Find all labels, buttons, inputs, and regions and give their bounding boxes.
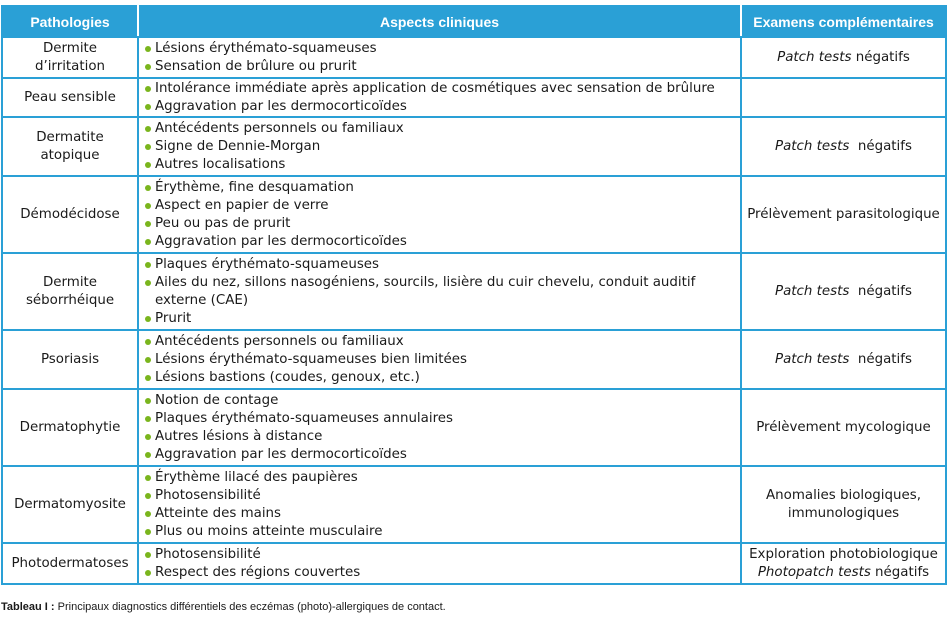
aspects-cell bbox=[138, 78, 741, 117]
pathology-cell: Peau sensible bbox=[2, 78, 138, 117]
exams-cell bbox=[741, 253, 946, 330]
aspect-item bbox=[145, 256, 736, 274]
bullet-dot-icon bbox=[145, 239, 151, 245]
pathology-cell: Dermatomyosite bbox=[2, 466, 138, 543]
exam-text: négatifs bbox=[849, 138, 912, 154]
aspect-text: Intolérance immédiate après application de cosmétiques avec sensation de brûlure bbox=[155, 80, 715, 96]
bullet-dot-icon bbox=[145, 434, 151, 440]
aspects-cell bbox=[138, 37, 741, 78]
bullet-dot-icon bbox=[145, 262, 151, 268]
bullet-dot-icon bbox=[145, 104, 151, 110]
exam-text: négatifs bbox=[849, 283, 912, 299]
aspects-cell bbox=[138, 389, 741, 466]
aspect-item bbox=[145, 333, 736, 351]
aspect-item bbox=[145, 446, 736, 464]
aspects-list bbox=[145, 256, 736, 328]
aspects-cell bbox=[138, 253, 741, 330]
exam-text: négatifs bbox=[870, 564, 930, 580]
pathology-cell: Photodermatoses bbox=[2, 543, 138, 584]
exam-line bbox=[746, 49, 941, 67]
pathology-cell: Démodécidose bbox=[2, 176, 138, 253]
pathology-cell: Dermatite atopique bbox=[2, 117, 138, 176]
header-examens-complementaires: Examens complémentaires bbox=[741, 6, 946, 37]
exams-cell bbox=[741, 117, 946, 176]
bullet-dot-icon bbox=[145, 316, 151, 322]
pathology-cell: Dermatophytie bbox=[2, 389, 138, 466]
aspects-cell bbox=[138, 117, 741, 176]
exam-italic-term: Patch tests bbox=[777, 49, 852, 65]
aspect-item bbox=[145, 369, 736, 387]
aspect-text: Érythème, fine desquamation bbox=[155, 179, 354, 195]
bullet-dot-icon bbox=[145, 64, 151, 70]
bullet-dot-icon bbox=[145, 357, 151, 363]
aspect-item bbox=[145, 233, 736, 251]
caption-label: Tableau I : bbox=[1, 601, 55, 613]
bullet-dot-icon bbox=[145, 529, 151, 535]
exam-italic-term: Patch tests bbox=[775, 283, 850, 299]
bullet-dot-icon bbox=[145, 203, 151, 209]
aspect-item bbox=[145, 487, 736, 505]
exam-line bbox=[746, 564, 941, 582]
exam-text: Exploration photobiologique bbox=[749, 546, 938, 562]
table-header-row bbox=[2, 6, 946, 37]
exams-cell bbox=[741, 176, 946, 253]
bullet-dot-icon bbox=[145, 475, 151, 481]
exams-cell bbox=[741, 37, 946, 78]
exam-italic-term: Photopatch tests bbox=[757, 564, 871, 580]
aspects-list bbox=[145, 120, 736, 174]
aspect-item bbox=[145, 410, 736, 428]
table-row bbox=[2, 176, 946, 253]
aspects-cell bbox=[138, 466, 741, 543]
aspect-text: Atteinte des mains bbox=[155, 505, 282, 521]
aspect-item bbox=[145, 505, 736, 523]
bullet-dot-icon bbox=[145, 46, 151, 52]
bullet-dot-icon bbox=[145, 86, 151, 92]
bullet-dot-icon bbox=[145, 416, 151, 422]
differential-diagnosis-table bbox=[1, 5, 947, 585]
exams-cell bbox=[741, 466, 946, 543]
bullet-dot-icon bbox=[145, 280, 151, 286]
aspect-text: Lésions bastions (coudes, genoux, etc.) bbox=[155, 369, 420, 385]
aspects-list bbox=[145, 179, 736, 251]
aspect-item bbox=[145, 40, 736, 58]
exam-line bbox=[746, 487, 941, 523]
aspect-item bbox=[145, 179, 736, 197]
aspect-text: Plaques érythémato-squameuses annulaires bbox=[155, 410, 454, 426]
exam-text: négatifs bbox=[851, 49, 910, 65]
bullet-dot-icon bbox=[145, 375, 151, 381]
exam-line bbox=[746, 138, 941, 156]
bullet-dot-icon bbox=[145, 511, 151, 517]
table-row bbox=[2, 330, 946, 389]
aspect-item bbox=[145, 156, 736, 174]
exams-cell bbox=[741, 389, 946, 466]
exams-cell bbox=[741, 543, 946, 584]
caption-text: Principaux diagnostics différentiels des eczémas (photo)-allergiques de contact. bbox=[54, 601, 446, 613]
aspect-item bbox=[145, 392, 736, 410]
aspect-text: Érythème lilacé des paupières bbox=[155, 469, 358, 485]
exam-italic-term: Patch tests bbox=[775, 351, 850, 367]
aspects-list bbox=[145, 40, 736, 76]
bullet-dot-icon bbox=[145, 162, 151, 168]
header-aspects-cliniques: Aspects cliniques bbox=[138, 6, 741, 37]
aspect-item bbox=[145, 564, 736, 582]
aspect-item bbox=[145, 469, 736, 487]
bullet-dot-icon bbox=[145, 144, 151, 150]
aspect-text: Lésions érythémato-squameuses bien limitées bbox=[155, 351, 467, 367]
exams-cell bbox=[741, 330, 946, 389]
aspect-text: Aggravation par les dermocorticoïdes bbox=[155, 233, 407, 249]
exam-text: négatifs bbox=[849, 351, 912, 367]
aspect-text: Autres localisations bbox=[155, 156, 286, 172]
exam-text: Prélèvement parasitologique bbox=[747, 206, 940, 222]
exam-line bbox=[746, 283, 941, 301]
aspects-list bbox=[145, 469, 736, 541]
aspect-text: Prurit bbox=[155, 310, 192, 326]
aspects-cell bbox=[138, 176, 741, 253]
table-row bbox=[2, 543, 946, 584]
aspect-item bbox=[145, 428, 736, 446]
table-row bbox=[2, 117, 946, 176]
bullet-dot-icon bbox=[145, 452, 151, 458]
bullet-dot-icon bbox=[145, 570, 151, 576]
pathology-cell: Psoriasis bbox=[2, 330, 138, 389]
aspect-text: Ailes du nez, sillons nasogéniens, sourcils, lisière du cuir chevelu, conduit auditif externe (CAE) bbox=[155, 274, 696, 308]
aspect-item bbox=[145, 351, 736, 369]
aspect-item bbox=[145, 197, 736, 215]
exam-text: Anomalies biologiques, immunologiques bbox=[765, 487, 926, 521]
aspect-item bbox=[145, 138, 736, 156]
aspects-cell bbox=[138, 330, 741, 389]
exam-line bbox=[746, 206, 941, 224]
aspect-text: Autres lésions à distance bbox=[155, 428, 323, 444]
aspect-item bbox=[145, 98, 736, 116]
aspect-item bbox=[145, 80, 736, 98]
aspects-list bbox=[145, 392, 736, 464]
aspect-text: Respect des régions couvertes bbox=[155, 564, 361, 580]
aspect-text: Aggravation par les dermocorticoïdes bbox=[155, 98, 407, 114]
aspect-item bbox=[145, 546, 736, 564]
aspect-item bbox=[145, 310, 736, 328]
aspect-text: Aggravation par les dermocorticoïdes bbox=[155, 446, 407, 462]
table-row bbox=[2, 37, 946, 78]
bullet-dot-icon bbox=[145, 552, 151, 558]
pathology-cell: Dermite d’irritation bbox=[2, 37, 138, 78]
aspects-list bbox=[145, 80, 736, 116]
aspect-text: Plus ou moins atteinte musculaire bbox=[155, 523, 383, 539]
table-caption bbox=[1, 600, 446, 614]
bullet-dot-icon bbox=[145, 493, 151, 499]
aspect-text: Sensation de brûlure ou prurit bbox=[155, 58, 357, 74]
exam-line bbox=[746, 419, 941, 437]
bullet-dot-icon bbox=[145, 398, 151, 404]
aspect-text: Peu ou pas de prurit bbox=[155, 215, 291, 231]
bullet-dot-icon bbox=[145, 185, 151, 191]
aspect-text: Signe de Dennie-Morgan bbox=[155, 138, 321, 154]
table-row bbox=[2, 78, 946, 117]
aspect-item bbox=[145, 58, 736, 76]
aspect-item bbox=[145, 523, 736, 541]
table-row bbox=[2, 389, 946, 466]
aspect-text: Antécédents personnels ou familiaux bbox=[155, 333, 404, 349]
table-row bbox=[2, 466, 946, 543]
table-row bbox=[2, 253, 946, 330]
bullet-dot-icon bbox=[145, 221, 151, 227]
bullet-dot-icon bbox=[145, 339, 151, 345]
aspect-text: Plaques érythémato-squameuses bbox=[155, 256, 380, 272]
aspects-cell bbox=[138, 543, 741, 584]
aspect-item bbox=[145, 120, 736, 138]
aspect-text: Aspect en papier de verre bbox=[155, 197, 329, 213]
exam-line bbox=[746, 351, 941, 369]
aspects-list bbox=[145, 546, 736, 582]
aspects-list bbox=[145, 333, 736, 387]
bullet-dot-icon bbox=[145, 126, 151, 132]
header-pathologies: Pathologies bbox=[2, 6, 138, 37]
exams-cell bbox=[741, 78, 946, 117]
pathology-cell: Dermite séborrhéique bbox=[2, 253, 138, 330]
aspect-item bbox=[145, 215, 736, 233]
aspect-text: Lésions érythémato-squameuses bbox=[155, 40, 377, 56]
aspect-text: Antécédents personnels ou familiaux bbox=[155, 120, 404, 136]
aspect-text: Photosensibilité bbox=[155, 546, 261, 562]
exam-text: Prélèvement mycologique bbox=[756, 419, 931, 435]
aspect-item bbox=[145, 274, 736, 310]
exam-italic-term: Patch tests bbox=[775, 138, 850, 154]
aspect-text: Notion de contage bbox=[155, 392, 279, 408]
aspect-text: Photosensibilité bbox=[155, 487, 261, 503]
exam-line bbox=[746, 546, 941, 564]
